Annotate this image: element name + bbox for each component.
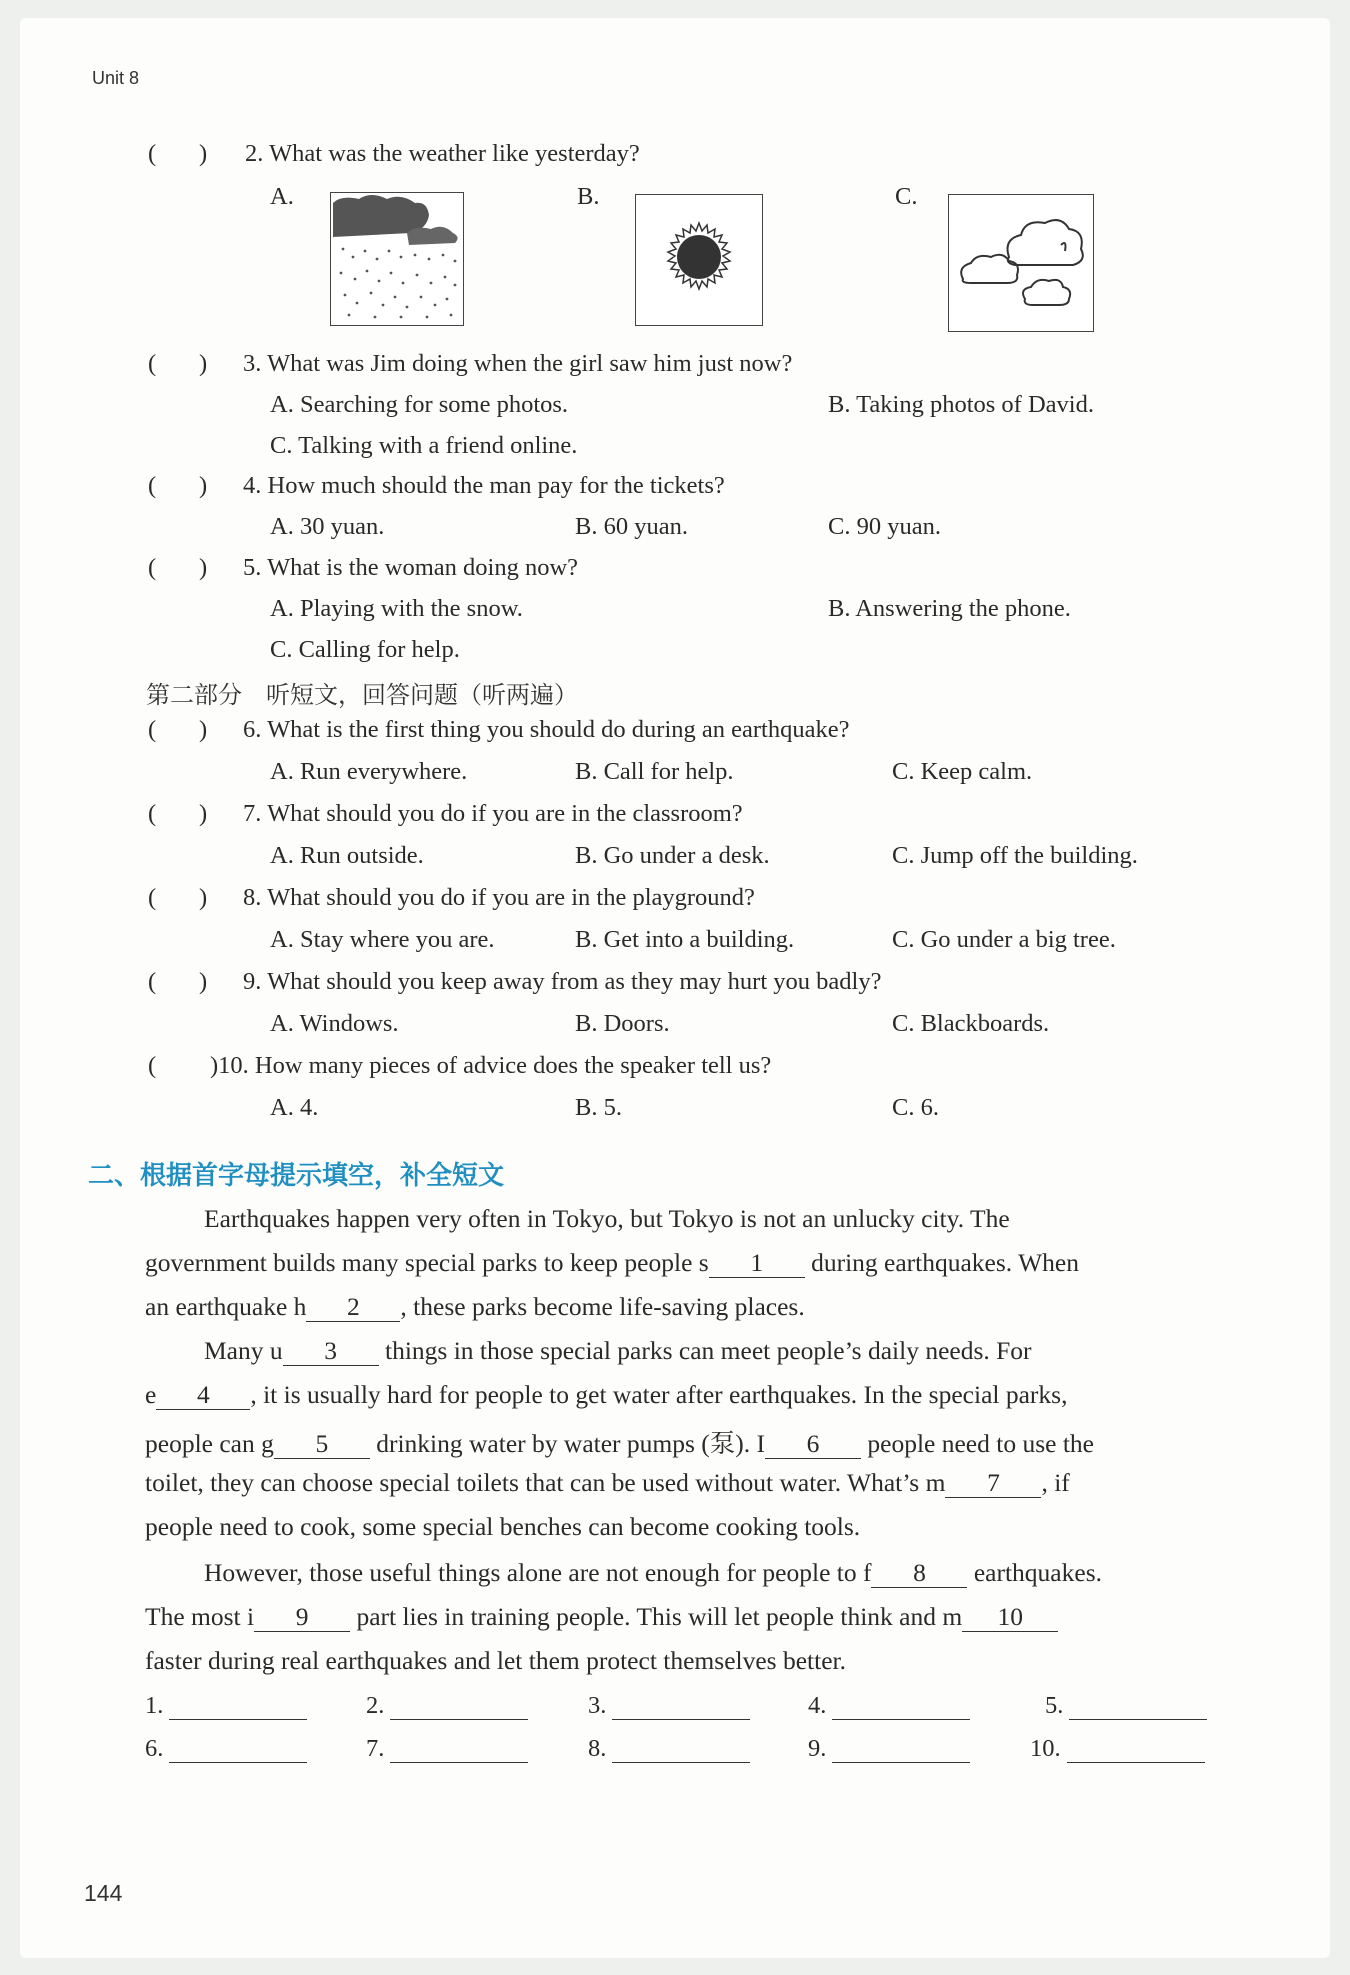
q4-option-c: C. 90 yuan.	[828, 513, 941, 540]
question-2: 2. What was the weather like yesterday?	[245, 140, 640, 167]
passage-line-7: toilet, they can choose special toilets that can be used without water. What’s m 7 , if	[145, 1468, 1070, 1497]
blank-6[interactable]: 6	[765, 1430, 861, 1459]
q7-option-b: B. Go under a desk.	[575, 842, 770, 869]
q3-option-a: A. Searching for some photos.	[270, 391, 569, 418]
question-9: 9. What should you keep away from as they may hurt you badly?	[243, 968, 882, 995]
option-label-a: A.	[270, 183, 294, 210]
q7-option-c: C. Jump off the building.	[892, 842, 1138, 869]
section2-title: 二、根据首字母提示填空，补全短文	[88, 1161, 505, 1191]
blank-10[interactable]: 10	[962, 1603, 1058, 1632]
option-label-c: C.	[895, 183, 918, 210]
part2-heading: 第二部分 听短文，回答问题（听两遍）	[146, 681, 578, 709]
answer-paren: ( )	[148, 884, 208, 911]
answer-paren: ( )	[148, 140, 208, 167]
passage-line-11: faster during real earthquakes and let them protect themselves better.	[145, 1646, 846, 1675]
q5-option-a: A. Playing with the snow.	[270, 595, 523, 622]
answer-paren: ( )	[148, 472, 208, 499]
passage-line-3: an earthquake h 2 , these parks become life-saving places.	[145, 1292, 805, 1321]
passage-line-6: people can g 5 drinking water by water pumps (泵). I 6 people need to use the	[145, 1429, 1094, 1458]
question-6: 6. What is the first thing you should do during an earthquake?	[243, 716, 850, 743]
rain-cloud-icon	[330, 192, 464, 326]
unit-label: Unit 8	[92, 68, 140, 88]
q6-option-a: A. Run everywhere.	[270, 758, 468, 785]
blank-2[interactable]: 2	[306, 1293, 400, 1322]
answer-line-5[interactable]: 5.	[1045, 1692, 1207, 1720]
q10-option-b: B. 5.	[575, 1094, 622, 1121]
q4-option-a: A. 30 yuan.	[270, 513, 385, 540]
answer-line-7[interactable]: 7.	[366, 1735, 528, 1763]
answer-paren: ( )	[148, 716, 208, 743]
q7-option-a: A. Run outside.	[270, 842, 424, 869]
blank-9[interactable]: 9	[254, 1603, 350, 1632]
passage-line-8: people need to cook, some special benches can become cooking tools.	[145, 1512, 861, 1541]
q3-option-b: B. Taking photos of David.	[828, 391, 1094, 418]
answer-paren: ( )	[148, 554, 208, 581]
answer-paren: ( )	[148, 968, 208, 995]
blank-1[interactable]: 1	[709, 1249, 805, 1278]
answer-line-6[interactable]: 6.	[145, 1735, 307, 1763]
answer-paren: (	[148, 1052, 200, 1079]
question-10: )10. How many pieces of advice does the speaker tell us?	[210, 1052, 772, 1079]
answer-paren: ( )	[148, 800, 208, 827]
question-5: 5. What is the woman doing now?	[243, 554, 579, 581]
q10-option-c: C. 6.	[892, 1094, 939, 1121]
page-number: 144	[84, 1880, 123, 1906]
passage-line-10: The most i 9 part lies in training people. This will let people think and m 10	[145, 1602, 1058, 1632]
blank-5[interactable]: 5	[274, 1430, 370, 1459]
answer-line-8[interactable]: 8.	[588, 1735, 750, 1763]
q6-option-b: B. Call for help.	[575, 758, 734, 785]
answer-line-9[interactable]: 9.	[808, 1735, 970, 1763]
q10-option-a: A. 4.	[270, 1094, 319, 1121]
q3-option-c: C. Talking with a friend online.	[270, 432, 578, 459]
answer-line-1[interactable]: 1.	[145, 1692, 307, 1720]
q9-option-b: B. Doors.	[575, 1010, 670, 1037]
q9-option-a: A. Windows.	[270, 1010, 399, 1037]
question-3: 3. What was Jim doing when the girl saw him just now?	[243, 350, 793, 377]
q4-option-b: B. 60 yuan.	[575, 513, 688, 540]
answer-paren: ( )	[148, 350, 208, 377]
q8-option-c: C. Go under a big tree.	[892, 926, 1116, 953]
answer-line-3[interactable]: 3.	[588, 1692, 750, 1720]
passage-line-4: Many u 3 things in those special parks can meet people’s daily needs. For	[204, 1336, 1032, 1365]
blank-7[interactable]: 7	[945, 1469, 1041, 1498]
q6-option-c: C. Keep calm.	[892, 758, 1033, 785]
blank-4[interactable]: 4	[156, 1381, 250, 1410]
q5-option-c: C. Calling for help.	[270, 636, 460, 663]
q8-option-a: A. Stay where you are.	[270, 926, 495, 953]
q9-option-c: C. Blackboards.	[892, 1010, 1050, 1037]
answer-line-10[interactable]: 10.	[1030, 1735, 1205, 1763]
q5-option-b: B. Answering the phone.	[828, 595, 1071, 622]
question-4: 4. How much should the man pay for the tickets?	[243, 472, 725, 499]
blank-8[interactable]: 8	[871, 1559, 967, 1588]
blank-3[interactable]: 3	[283, 1337, 379, 1366]
sun-icon	[635, 194, 763, 326]
q8-option-b: B. Get into a building.	[575, 926, 795, 953]
passage-line-2: government builds many special parks to keep people s 1 during earthquakes. When	[145, 1248, 1079, 1277]
answer-line-2[interactable]: 2.	[366, 1692, 528, 1720]
question-7: 7. What should you do if you are in the classroom?	[243, 800, 743, 827]
passage-line-1: Earthquakes happen very often in Tokyo, but Tokyo is not an unlucky city. The	[204, 1204, 1010, 1233]
answer-line-4[interactable]: 4.	[808, 1692, 970, 1720]
option-label-b: B.	[577, 183, 600, 210]
passage-line-9: However, those useful things alone are not enough for people to f 8 earthquakes.	[204, 1558, 1102, 1587]
question-8: 8. What should you do if you are in the playground?	[243, 884, 755, 911]
cloud-icon	[948, 194, 1094, 332]
passage-line-5: e 4 , it is usually hard for people to get water after earthquakes. In the special parks,	[145, 1380, 1068, 1409]
